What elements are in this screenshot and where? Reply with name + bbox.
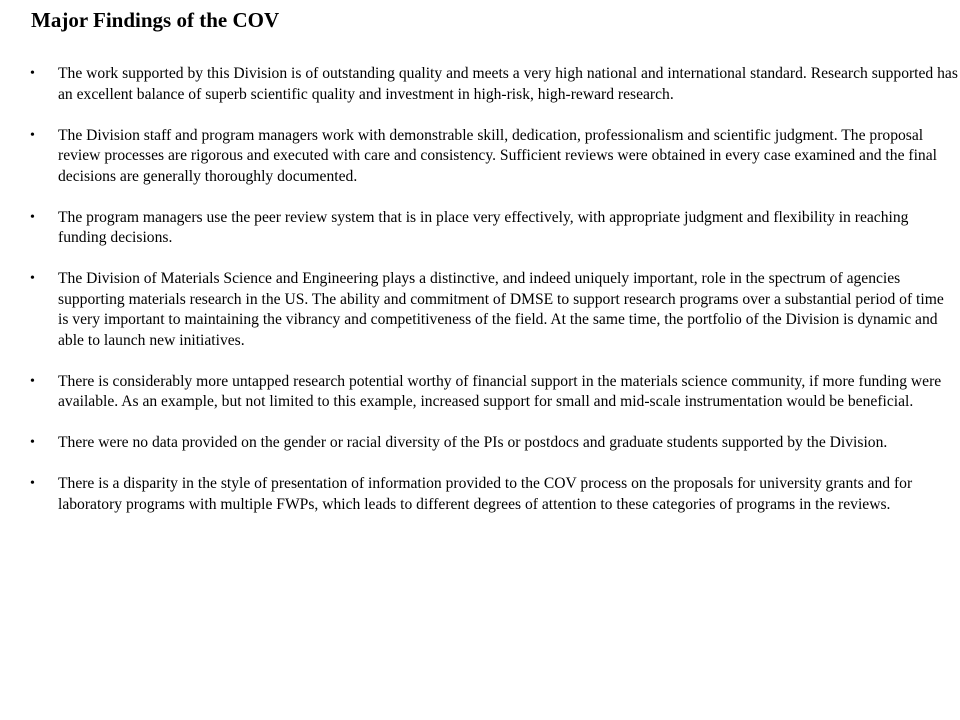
finding-text: The Division staff and program managers work with demonstrable skill, dedication, professionalism and scientific judgment. The proposal review processes are rigorous and executed with care and consistency. Sufficient reviews were obtained in every case examined and the final decisions are generally thoroughly documented. [58, 126, 937, 185]
finding-text: There is considerably more untapped research potential worthy of financial support in the materials science community, if more funding were available. As an example, but not limited to this example, increased support for small and mid-scale instrumentation would be beneficial. [58, 372, 942, 410]
bullet-icon: • [30, 476, 35, 491]
finding-text: The Division of Materials Science and Engineering plays a distinctive, and indeed uniquely important, role in the spectrum of agencies supporting materials research in the US. The ability and commitment of DMSE to support research programs over a substantial period of time is very important to maintaining the vibrancy and competitiveness of the field. At the same time, the portfolio of the Division is dynamic and able to launch new initiatives. [58, 270, 944, 349]
finding-item [30, 372, 958, 413]
finding-text: The program managers use the peer review system that is in place very effectively, with appropriate judgment and flexibility in reaching funding decisions. [58, 208, 909, 246]
bullet-icon: • [30, 127, 35, 143]
bullet-icon: • [30, 373, 35, 389]
finding-item [30, 208, 958, 249]
bullet-icon: • [30, 271, 35, 286]
finding-text: There is a disparity in the style of presentation of information provided to the COV process on the proposals for university grants and for laboratory programs with multiple FWPs, which leads to different degrees of attention to these categories of programs in the reviews. [58, 475, 913, 513]
finding-text: The work supported by this Division is of outstanding quality and meets a very high national and international standard. Research supported has an excellent balance of superb scientific quality and investment in high-risk, high-reward research. [58, 65, 958, 103]
finding-text: There were no data provided on the gender or racial diversity of the PIs or postdocs and graduate students supported by the Division. [58, 434, 888, 451]
bullet-icon: • [30, 435, 35, 450]
finding-item [30, 64, 958, 105]
finding-item [30, 126, 958, 188]
bullet-icon: • [30, 66, 35, 81]
finding-item [30, 433, 958, 454]
page-title: Major Findings of the COV [31, 8, 280, 32]
finding-item [30, 269, 958, 351]
findings-list [30, 64, 958, 536]
finding-item [30, 474, 958, 515]
bullet-icon: • [30, 209, 35, 225]
